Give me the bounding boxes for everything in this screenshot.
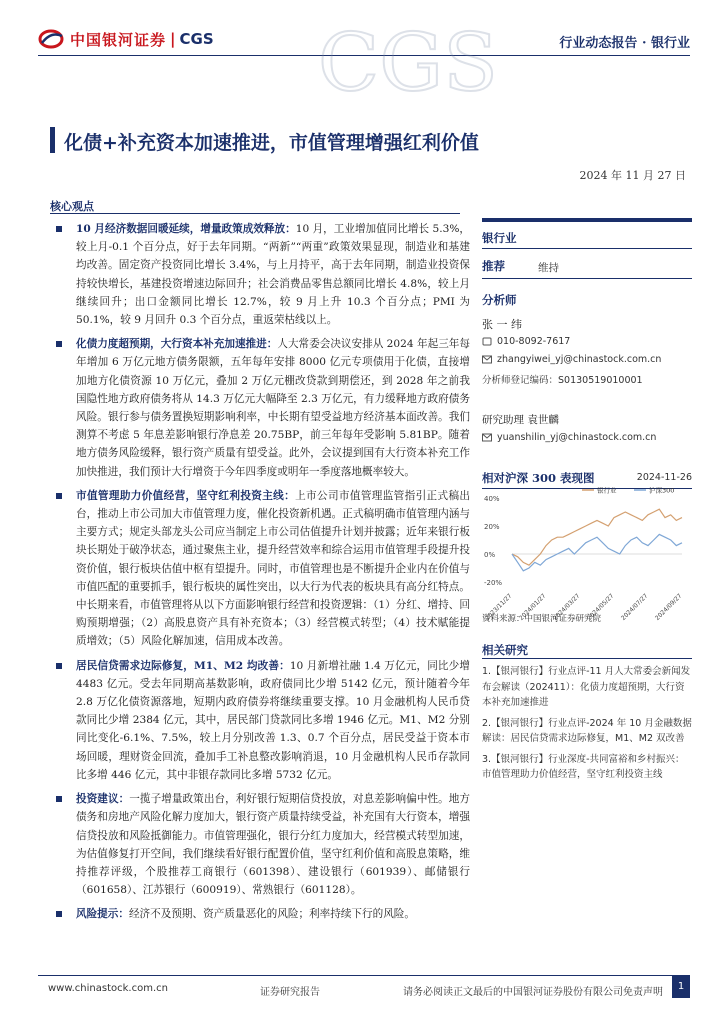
main-content [50,218,470,930]
chart-title: 相对沪深 300 表现图 [482,471,595,485]
bullet-head: 居民信贷需求边际修复，M1、M2 均改善： [76,659,290,672]
x-tick-label: 2024/05/27 [586,592,616,622]
galaxy-logo-icon [38,28,64,50]
analyst-phone [482,336,570,347]
company-logo [38,26,214,52]
phone-text: 010-8092-7617 [497,336,571,347]
bullet-icon [56,911,62,917]
sidebar-top-bar [482,218,692,222]
mail-icon [482,355,492,364]
bullet-icon [56,341,62,347]
page-number: 1 [672,976,690,998]
bullet-icon [56,663,62,669]
related-item[interactable]: 3.【银河银行】行业深度-共同富裕和乡村振兴：市值管理助力价值经营，坚守红利投资主线 [482,753,685,780]
bullet-text: 一揽子增量政策出台，利好银行短期信贷投放，对息差影响偏中性。地方债务和房地产风险化解力度加大，银行资产质量持续受益，补充国有大行资本，增强信贷投放和风险抵御能力。市值管理强化，银行分红力度加大，经营模式转型加速，为估值修复打开空间，我们继续看好银行配置价值，坚守红利价值和高股息策略，维持推荐评级，个股推荐工商银行（601398）、建设银行（601939）、邮储银行（601658）、江苏银行（600919）、常熟银行（601128）。 [76,793,471,897]
bullet-head: 市值管理助力价值经营，坚守红利投资主线： [76,489,296,502]
core-divider [50,213,460,214]
x-tick-label: 2024/07/27 [620,592,650,622]
watermark [310,10,498,110]
report-date: 2024 年 11 月 27 日 [579,169,686,182]
assistant-name: 研究助理 袁世麟 [482,414,559,426]
logo-en-text: CGS [179,30,214,48]
bullet-icon [56,493,62,499]
bullet-item [50,790,470,899]
bullet-icon [56,796,62,802]
assistant-email-text: yuanshilin_yj@chinastock.com.cn [497,432,657,443]
email-text: zhangyiwei_yj@chinastock.com.cn [497,354,662,365]
rating-value: 维持 [538,262,559,274]
chart-source: 资料来源：中国银河证券研究院 [482,614,602,624]
bullet-text: 人大常委会决议安排从 2024 年起三年每年增加 6 万亿元地方债务限额，五年每年安排 8000 亿元专项债用于化债，直接增加地方化债资源 10 万亿元，叠加 2 万亿元棚改贷款到期偿还，到 2028 年之前我国隐性地方政府债务将从 14.3 万亿元大幅降至 2.3 万亿元，有力缓释地方政府债务风险。银行参与债务置换短期影响利率，中长期有望受益地方经济基本面改善。我们测算不考虑 5 年息差影响银行净息差 20.75BP，前三年每年受影响 5.81BP。随着地方债务风险缓释，银行资产质量有望受益。此外，会议提到国有大行资本补充工作加快推进，我们预计大行增资于今年四季度或明年一季度落地概率较大。 [76,338,470,478]
bullet-item [50,487,470,651]
bullet-head: 投资建议： [76,793,130,806]
chart-date: 2024-11-26 [636,472,692,483]
bullet-text: 10 月，工业增加值同比增长 5.3%，较上月-0.1 个百分点，好于去年同期。“两新”“两重”政策效果显现，制造业和基建均改善。固定资产投资同比增长 3.4%，与上月持平，高于去年同期，制造业投资保持较快增长，基建投资增速边际回升；社会消费品零售总额同比增长 4.8%，较上月继续回升；出口金额同比增长 12.7%，较 9 月上升 10.3 个百分点；PMI 为 50.1%，较 9 月回升 0.3 个百分点，重返荣枯线以上。 [76,223,470,327]
sidebar-divider [482,278,692,279]
y-tick-label: 40% [484,495,500,503]
performance-chart [482,484,692,624]
x-tick-label: 2024/03/27 [552,592,582,622]
footer-disclaimer: 请务必阅读正文最后的中国银河证券股份有限公司免责声明 [403,987,663,998]
title-accent [50,127,55,153]
report-type: 行业动态报告 · 银行业 [559,36,690,51]
related-title: 相关研究 [482,643,528,657]
x-tick-label: 2023/11/27 [484,592,514,622]
legend-label: 沪深300 [649,486,675,495]
svg-text:CGS: CGS [318,16,498,109]
phone-icon [482,337,492,346]
x-tick-label: 2024/09/27 [654,592,684,622]
related-item[interactable]: 1.【银河银行】行业点评-11 月人大常委会新闻发布会解读（202411）：化债力度超预期，大行资本补充加速推进 [482,666,691,708]
analyst-name: 张 一 纬 [482,318,522,331]
x-tick-label: 2024/01/27 [518,592,548,622]
bullet-text: 经济不及预期、资产质量恶化的风险；利率持续下行的风险。 [128,908,415,921]
logo-cn-text: 中国银河证券 [70,30,167,49]
mail-icon [482,433,492,442]
core-label: 核心观点 [50,200,94,213]
sidebar-industry: 银行业 [482,231,517,245]
related-item[interactable]: 2.【银河银行】行业点评-2024 年 10 月金融数据解读：居民信贷需求边际修复，M1、M2 双改善 [482,717,692,744]
footer-site[interactable]: www.chinastock.com.cn [48,983,168,994]
sidebar-divider [482,248,692,249]
analyst-email[interactable] [482,354,661,365]
y-tick-label: -20% [484,579,503,587]
sidebar-divider [482,658,692,659]
y-tick-label: 20% [484,523,500,531]
bullet-text: 10 月新增社融 1.4 万亿元，同比少增 4483 亿元。受去年同期高基数影响，政府债同比少增 5142 亿元，预计随着今年 2.8 万亿化债资源落地，短期内政府债券将继续重要支撑。10 月金融机构人民币贷款同比少增 2384 亿元，其中，居民部门贷款同比多增 1946 亿元。M1、M2 分别同比变化-6.1%、7.5%，较上月分别改善 1.3、0.7 个百分点，居民受益于资本市场回暖，理财资金回流，叠加手工补息整改影响消退，10 月金融机构人民币存款同比多增 446 亿元，其中非银存款同比多增 5732 亿元。 [76,659,470,781]
rating-label: 推荐 [482,259,505,273]
assistant-email[interactable] [482,432,656,443]
legend-label: 银行业 [597,486,617,495]
analyst-title: 分析师 [482,293,517,307]
bullet-head: 化债力度超预期，大行资本补充加速推进： [76,338,278,351]
bullet-icon [56,226,62,232]
analyst-license: 分析师登记编码：S0130519010001 [482,375,643,386]
bullet-head: 风险提示： [76,908,129,921]
page-footer [38,975,690,997]
bullet-item [50,335,470,481]
bullet-head: 10 月经济数据回暖延续，增量政策成效释放： [76,223,296,235]
bullet-text: 上市公司市值管理监管指引正式稿出台，推动上市公司加大市值管理力度，催化投资新机遇。正式稿明确市值管理内涵与主要方式；规定头部龙头公司应当制定上市公司估值提升计划并披露；近年来银行板块长期处于破净状态，通过聚焦主业，提升经营效率和综合运用市值管理手段提升投资价值，银行板块估值中枢有望提升。同时，市值管理也是不断提升企业内在价值与市值匹配的重要抓手，银行板块的属性突出，以大行为代表的板块具有高分红特点。中长期来看，市值管理将从以下方面影响银行经营和投资逻辑：（1）分红、增持、回购预期增强；（2）高股息资产具有补充资本；（3）经营模式转型；（4）技术赋能提质增效；（5）风险化解加速，信用成本改善。 [76,489,471,648]
logo-separator: | [170,30,176,48]
bullet-item [50,657,470,784]
y-tick-label: 0% [484,551,496,559]
related-list [482,664,692,788]
bullet-item [50,220,470,329]
footer-center: 证券研究报告 [260,987,320,998]
series-line-1 [512,534,682,570]
report-title: 化债+补充资本加速推进，市值管理增强红利价值 [64,132,479,154]
bullet-item [50,905,470,923]
